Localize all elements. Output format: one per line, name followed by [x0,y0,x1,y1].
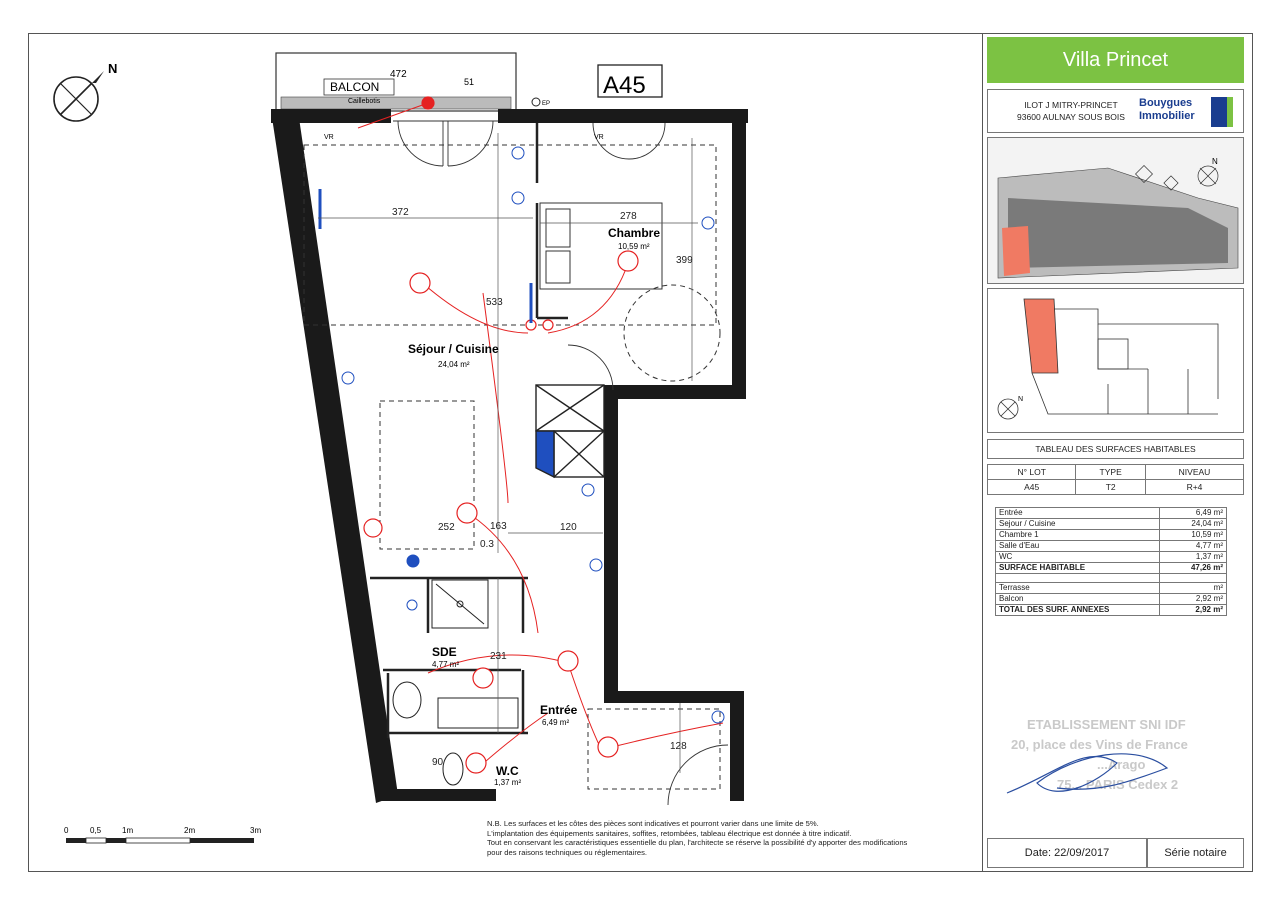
balcon-label: BALCON [330,80,380,94]
note-line: N.B. Les surfaces et les côtes des pièces sont indicatives et pourront varier dans une limite de 5%. [487,819,819,828]
room-chambre-area: 10,59 m² [618,242,650,251]
annexe-value: 2,92 m² [1160,594,1227,605]
shaft [536,385,604,477]
area-value: 10,59 m² [1160,530,1227,541]
dim-163: 163 [490,521,507,532]
address-box [987,89,1244,133]
logo-mark-icon [1211,97,1233,127]
vr-label-2: VR [594,134,604,141]
room-entree-area: 6,49 m² [542,718,570,727]
total-annexes-value: 2,92 m² [1160,605,1227,616]
scale-2m: 2m [184,826,196,835]
vr-label-1: VR [324,134,334,141]
dim-372: 372 [392,207,409,218]
lot-value-niveau: R+4 [1145,480,1243,495]
date-box: Date: 22/09/2017 [987,838,1147,868]
lot-value-lot: A45 [988,480,1076,495]
area-label: WC [996,552,1160,563]
floor-north-letter: N [1018,396,1024,403]
dim-231: 231 [490,651,507,662]
stamp-line: ...Arago [1097,757,1146,772]
annexe-label: Balcon [996,594,1160,605]
area-label: Sejour / Cuisine [996,519,1160,530]
north-arrow-icon [54,61,117,121]
table-row [996,519,1227,530]
area-table [995,507,1227,616]
table-row [996,530,1227,541]
note-line: pour des raisons techniques ou réglementaires. [487,847,647,857]
area-label: Salle d'Eau [996,541,1160,552]
address-line-2: 93600 AULNAY SOUS BOIS [1017,112,1125,122]
area-value: 24,04 m² [1160,519,1227,530]
note-line: L'implantation des équipements sanitaires, soffites, retombées, tableau électrique est donnée à titre indicatif. [487,828,852,838]
empty-cell [1160,574,1227,583]
balcon-dim2: 51 [464,77,475,87]
logo-word-1: Bouygues [1139,97,1193,109]
lot-table [987,464,1244,495]
total-annexes-label: TOTAL DES SURF. ANNEXES [996,605,1160,616]
room-wc-area: 1,37 m² [494,778,522,787]
company-stamp [997,713,1237,823]
scale-0: 0 [64,826,69,835]
area-label: Chambre 1 [996,530,1160,541]
table-row [996,552,1227,563]
dim-399: 399 [676,255,693,266]
lot-highlight [1002,226,1030,276]
site-map-drawing [988,138,1244,284]
table-row [996,605,1227,616]
stamp-line: 20, place des Vins de France [1011,737,1188,752]
area-value: 6,49 m² [1160,508,1227,519]
room-entree-name: Entrée [540,703,578,717]
lot-header-lot: N° LOT [988,465,1076,480]
dim-90: 90 [432,757,444,768]
stamp-line: ETABLISSEMENT SNI IDF [1027,717,1186,732]
floor-key-plan [987,288,1244,433]
room-chambre-name: Chambre [608,226,661,240]
floor-plan-drawing [28,33,982,872]
room-sejour-area: 24,04 m² [438,360,470,369]
balcony [276,53,516,111]
scale-3m: 3m [250,826,262,835]
disclaimer-note [487,819,977,857]
callebots-label: Caillebotis [348,98,381,105]
room-sejour-name: Séjour / Cuisine [408,342,499,356]
balcony-door [393,121,665,166]
table-row [996,541,1227,552]
dim-0-3: 0.3 [480,539,494,550]
dim-252: 252 [438,522,455,533]
project-title: Villa Princet [987,37,1244,83]
surface-habitable-label: SURFACE HABITABLE [996,563,1160,574]
site-north-letter: N [1212,157,1218,166]
table-row [996,574,1227,583]
surface-habitable-value: 47,26 m² [1160,563,1227,574]
floor-key-plan-drawing [988,289,1244,433]
surfaces-title: TABLEAU DES SURFACES HABITABLES [987,439,1244,459]
logo-word-2: Immobilier [1139,110,1195,122]
dim-278: 278 [620,211,637,222]
title-block [982,33,1253,872]
table-row [996,583,1227,594]
scale-bar [64,826,261,843]
room-sde-name: SDE [432,645,457,659]
north-letter: N [108,61,118,76]
note-line: Tout en conservant les caractéristiques essentielle du plan, l'architecte se réserve la possibilité d'y apporter des modifications [487,838,908,847]
ep-label: EP [542,101,551,107]
table-row [996,508,1227,519]
exterior-walls [271,109,748,803]
signature-icon [997,713,1237,813]
table-row [996,563,1227,574]
area-value: 4,77 m² [1160,541,1227,552]
annexe-label: Terrasse [996,583,1160,594]
bouygues-logo [1139,95,1235,129]
lot-label: A45 [603,72,646,99]
lot-value-type: T2 [1076,480,1146,495]
lot-highlight [1024,299,1058,373]
area-value: 1,37 m² [1160,552,1227,563]
room-sde-area: 4,77 m² [432,660,460,669]
shower [393,580,518,785]
balcon-dim: 472 [390,69,407,80]
area-label: Entrée [996,508,1160,519]
dim-128: 128 [670,741,687,752]
site-map [987,137,1244,284]
scale-1m: 1m [122,826,134,835]
scale-05: 0,5 [90,826,102,835]
stamp-line: 75... PARIS Cedex 2 [1057,777,1179,792]
plumbing-points [320,147,724,723]
table-row [996,594,1227,605]
empty-cell [996,574,1160,583]
floor-plan [28,33,982,872]
lot-header-type: TYPE [1076,465,1146,480]
entry-door [568,345,728,805]
dim-533: 533 [486,297,503,308]
annexe-value: m² [1160,583,1227,594]
room-wc-name: W.C [496,764,519,778]
serie-box: Série notaire [1147,838,1244,868]
lot-header-niveau: NIVEAU [1145,465,1243,480]
dim-120: 120 [560,522,577,533]
address-line-1: ILOT J MITRY-PRINCET [1024,100,1118,110]
